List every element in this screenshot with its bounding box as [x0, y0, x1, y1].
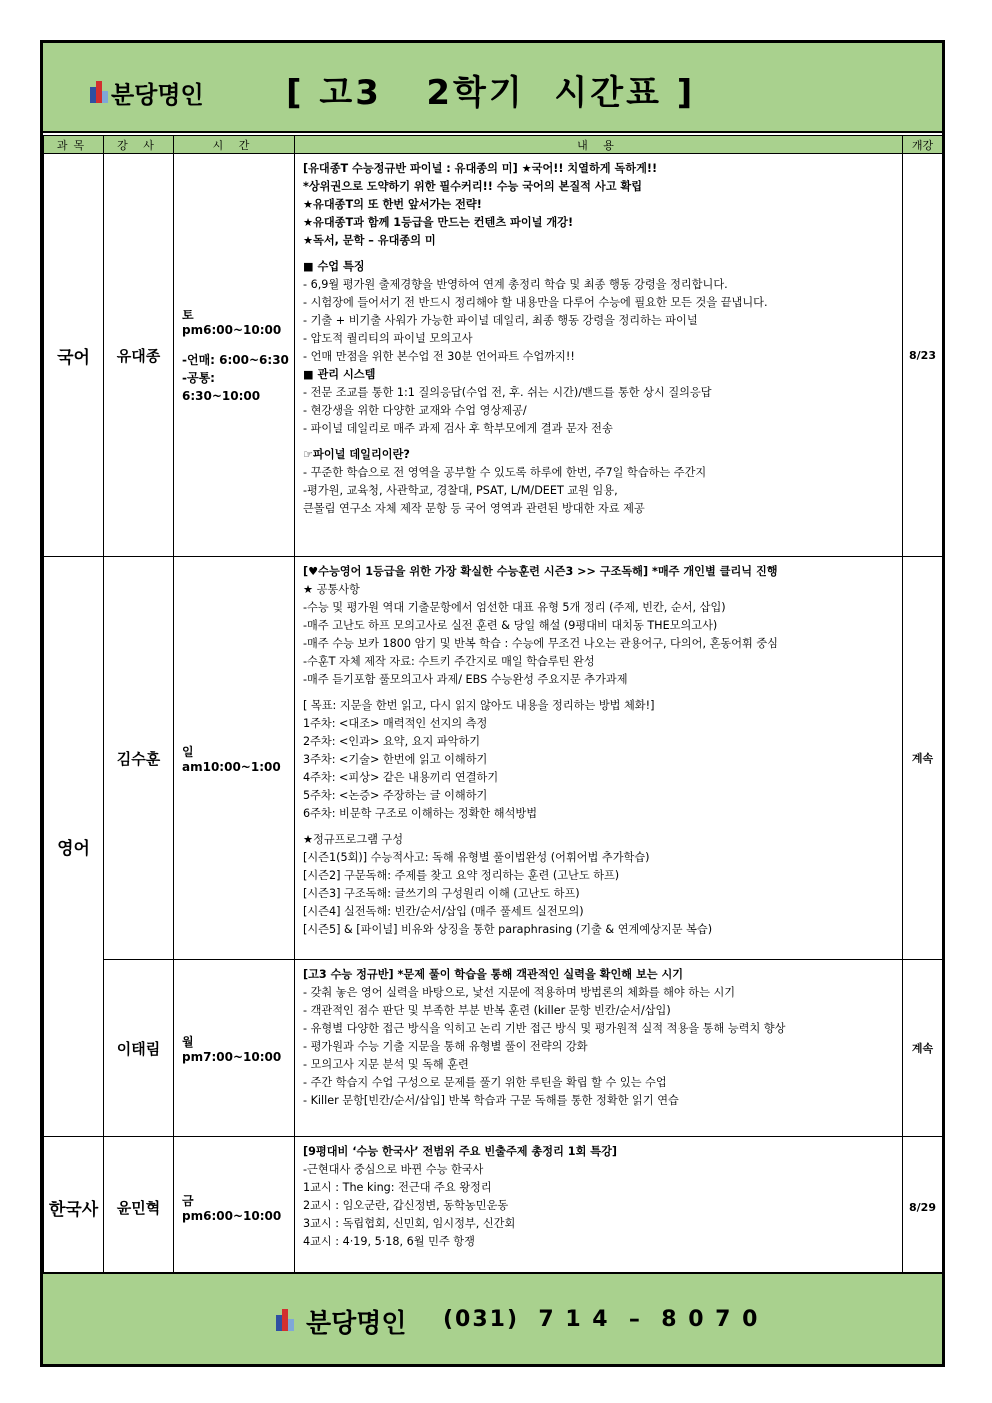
content-line: - 유형별 다양한 접근 방식을 익히고 논리 기반 접근 방식 및 평가원적 실적 적용을 통해 능력치 향상	[303, 1022, 786, 1035]
content-line: - 꾸준한 학습으로 전 영역을 공부할 수 있도록 하루에 한번, 주7일 학습하는 주간지	[303, 466, 707, 479]
academy-logo-icon	[90, 81, 108, 103]
content-line: ■ 수업 특징	[303, 260, 365, 273]
content-line: 5주차: <논증> 주장하는 글 이해하기	[303, 789, 488, 802]
phone-number: (031) 7 1 4 – 8 0 7 0	[443, 1307, 760, 1332]
content-line: -매주 고난도 하프 모의고사로 실전 훈련 & 당일 해설 (9평대비 대치동 THE모의고사)	[303, 619, 718, 632]
content-line: - 평가원과 수능 기출 지문을 통해 유형별 풀이 전략의 강화	[303, 1040, 588, 1053]
content-line: 1교시 : The king: 전근대 주요 왕정리	[303, 1181, 492, 1194]
content-line: ★정규프로그램 구성	[303, 833, 404, 846]
content-line: - 파이널 데일리로 매주 과제 검사 후 학부모에게 결과 문자 전송	[303, 422, 613, 435]
content-cell	[295, 1137, 903, 1278]
content-line: -근현대사 중심으로 바뀐 수능 한국사	[303, 1163, 484, 1176]
teacher-cell: 김수훈	[104, 557, 174, 960]
content-line: 4교시 : 4·19, 5·18, 6월 민주 항쟁	[303, 1235, 475, 1248]
content-line: ★유대종T의 또 한번 앞서가는 전략!	[303, 198, 482, 211]
content-line: 1주차: <대조> 매력적인 선지의 측정	[303, 717, 488, 730]
content-line: [시즌3] 구조독해: 글쓰기의 구성원리 이해 (고난도 하프)	[303, 887, 580, 900]
spacer	[303, 250, 896, 258]
footer-brand-name: 분당명인	[306, 1309, 407, 1339]
open-date-cell: 계속	[903, 557, 943, 960]
col-open: 개강	[903, 136, 943, 154]
col-subject: 과목	[44, 136, 104, 154]
row-korean	[44, 154, 943, 557]
content-line: 큰몰림 연구소 자체 제작 문항 등 국어 영역과 관련된 방대한 자료 제공	[303, 502, 645, 515]
col-content: 내 용	[295, 136, 903, 154]
content-line: - 갖춰 놓은 영어 실력을 바탕으로, 낯선 지문에 적용하며 방법론의 체화를 해야 하는 시기	[303, 986, 736, 999]
content-line: 4주차: <피상> 같은 내용끼리 연결하기	[303, 771, 499, 784]
time-cell: 일 am10:00~1:00	[174, 557, 295, 960]
time-cell	[174, 154, 295, 557]
time-sub: -공통: 6:30~10:00	[182, 370, 261, 403]
content-line: [고3 수능 정규반] *문제 풀이 학습을 통해 객관적인 실력을 확인해 보는 시기	[303, 968, 684, 981]
content-line: ☞파이널 데일리이란?	[303, 448, 410, 461]
col-time: 시 간	[174, 136, 295, 154]
content-cell	[295, 960, 903, 1137]
content-line: [유대종T 수능정규반 파이널 : 유대종의 미] ★국어!! 치열하게 독하게!!	[303, 162, 658, 175]
time-cell: 금 pm6:00~10:00	[174, 1137, 295, 1278]
academy-logo-icon	[276, 1309, 294, 1331]
open-date-cell: 8/23	[903, 154, 943, 557]
content-cell	[295, 557, 903, 960]
content-line: - 6,9월 평가원 출제경향을 반영하여 연계 총정리 학습 및 최종 행동 강령을 정리합니다.	[303, 278, 728, 291]
content-line: [시즌1(5회)] 수능적사고: 독해 유형별 풀이법완성 (어휘어법 추가학습)	[303, 851, 650, 864]
row-history	[44, 1137, 943, 1278]
spacer	[303, 438, 896, 446]
content-line: 3주차: <기술> 한번에 읽고 이해하기	[303, 753, 488, 766]
col-teacher: 강 사	[104, 136, 174, 154]
content-line: -수훈T 자체 제작 자료: 수트키 주간지로 매일 학습루틴 완성	[303, 655, 595, 668]
content-line: - 기출 + 비기출 사워가 가능한 파이널 데일리, 최종 행동 강령을 정리하는 파이널	[303, 314, 698, 327]
content-line: [♥수능영어 1등급을 위한 가장 확실한 수능훈련 시즌3 >> 구조독해] *매주 개인별 클리닉 진행	[303, 565, 778, 578]
content-line: 2주차: <인과> 요약, 요지 파악하기	[303, 735, 481, 748]
content-line: - 시험장에 들어서기 전 반드시 정리해야 할 내용만을 다루어 수능에 필요한 모든 것을 끝냅니다.	[303, 296, 768, 309]
teacher-cell: 유대종	[104, 154, 174, 557]
header-banner	[43, 43, 942, 133]
content-line: ★ 공통사항	[303, 583, 360, 596]
schedule-table	[43, 135, 943, 1278]
teacher-cell: 이태림	[104, 960, 174, 1137]
content-line: -매주 듣기포함 풀모의고사 과제/ EBS 수능완성 주요지문 추가과제	[303, 673, 628, 686]
time-cell: 월 pm7:00~10:00	[174, 960, 295, 1137]
content-line: -수능 및 평가원 역대 기출문항에서 엄선한 대표 유형 5개 정리 (주제, 빈칸, 순서, 삽입)	[303, 601, 726, 614]
content-line: - 현강생을 위한 다양한 교재와 수업 영상제공/	[303, 404, 527, 417]
content-line: - 객관적인 점수 판단 및 부족한 부분 반복 훈련 (killer 문항 빈칸/순서/삽입)	[303, 1004, 671, 1017]
content-cell	[295, 154, 903, 557]
content-line: 3교시 : 독립협회, 신민회, 임시정부, 신간회	[303, 1217, 516, 1230]
open-date-cell: 8/29	[903, 1137, 943, 1278]
subject-cell: 한국사	[44, 1137, 104, 1278]
subject-cell: 국어	[44, 154, 104, 557]
content-line: 6주차: 비문학 구조로 이해하는 정확한 해석방법	[303, 807, 538, 820]
open-date-cell: 계속	[903, 960, 943, 1137]
content-line: ★유대종T과 함께 1등급을 만드는 컨텐츠 파이널 개강!	[303, 216, 574, 229]
content-line: - 모의고사 지문 분석 및 독해 훈련	[303, 1058, 469, 1071]
teacher-cell: 윤민혁	[104, 1137, 174, 1278]
content-line: - 전문 조교를 통한 1:1 질의응답(수업 전, 후. 쉬는 시간)/밴드를 통한 상시 질의응답	[303, 386, 712, 399]
time-main: 토 pm6:00~10:00	[182, 307, 282, 337]
brand-name: 분당명인	[111, 81, 204, 109]
content-line: - Killer 문항[빈칸/순서/삽입] 반복 학습과 구문 독해를 통한 정확한 읽기 연습	[303, 1094, 679, 1107]
content-line: [시즌5] & [파이널] 비유와 상징을 통한 paraphrasing (기출 & 연계예상지문 복습)	[303, 923, 713, 936]
content-line: ■ 관리 시스템	[303, 368, 376, 381]
content-line: [9평대비 ‘수능 한국사’ 전범위 주요 빈출주제 총정리 1회 특강]	[303, 1145, 618, 1158]
content-line: ★독서, 문학 – 유대종의 미	[303, 234, 436, 247]
content-line: -매주 수능 보카 1800 암기 및 반복 학습 : 수능에 무조건 나오는 관용어구, 다의어, 혼동어휘 중심	[303, 637, 778, 650]
spacer	[303, 689, 896, 697]
content-line: 2교시 : 임오군란, 갑신정변, 동학농민운동	[303, 1199, 509, 1212]
row-english-kim	[44, 557, 943, 960]
content-line: - 언매 만점을 위한 본수업 전 30분 언어파트 수업까지!!	[303, 350, 575, 363]
subject-cell: 영어	[44, 557, 104, 1137]
content-line: [시즌2] 구문독해: 주제를 찾고 요약 정리하는 훈련 (고난도 하프)	[303, 869, 620, 882]
time-sub: -언매: 6:00~6:30	[182, 352, 289, 367]
content-line: [시즌4] 실전독해: 빈칸/순서/삽입 (매주 풀세트 실전모의)	[303, 905, 584, 918]
page-title: [ 고3 2학기 시간표 ]	[286, 73, 696, 113]
content-line: -평가원, 교육청, 사관학교, 경찰대, PSAT, L/M/DEET 교원 임용,	[303, 484, 618, 497]
content-line: *상위권으로 도약하기 위한 필수커리!! 수능 국어의 본질적 사고 확립	[303, 180, 643, 193]
content-line: [ 목표: 지문을 한번 읽고, 다시 읽지 않아도 내용을 정리하는 방법 체화!]	[303, 699, 655, 712]
row-english-lee	[44, 960, 943, 1137]
timetable-sheet	[40, 40, 945, 1367]
content-line: - 압도적 퀄리티의 파이널 모의고사	[303, 332, 473, 345]
table-header-row	[44, 136, 943, 154]
footer-banner	[43, 1272, 942, 1364]
content-line: - 주간 학습지 수업 구성으로 문제를 풀기 위한 루틴을 확립 할 수 있는 수업	[303, 1076, 667, 1089]
spacer	[303, 823, 896, 831]
